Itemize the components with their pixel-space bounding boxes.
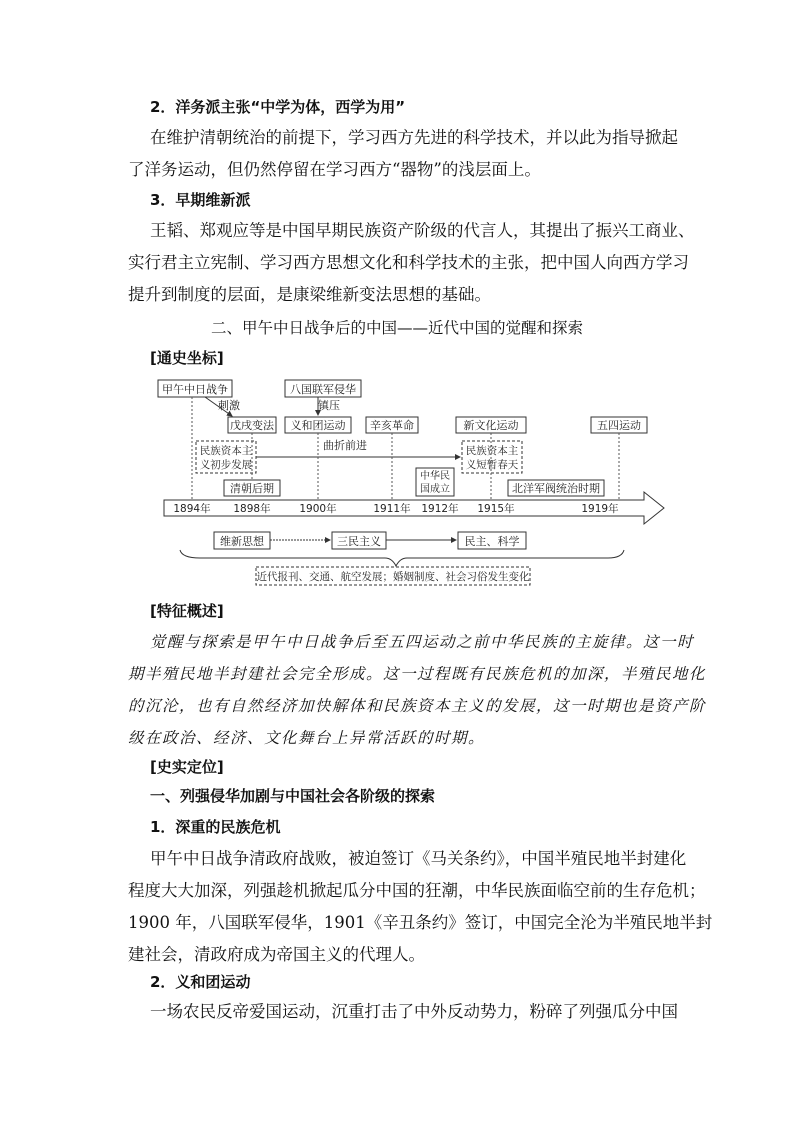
year-1912: 1912年 bbox=[421, 503, 459, 515]
label-stimulate: 刺激 bbox=[218, 399, 240, 412]
text-line: 提升到制度的层面，是康梁维新变法思想的基础。 bbox=[128, 285, 491, 304]
event-may-fourth bbox=[591, 417, 647, 433]
svg-text:辛亥革命: 辛亥革命 bbox=[370, 419, 414, 432]
heading-boxer: 2．义和团运动 bbox=[150, 973, 251, 991]
timeline-diagram bbox=[0, 374, 794, 604]
paragraph-features bbox=[128, 626, 707, 754]
tag-position: [史实定位] bbox=[150, 758, 224, 776]
paragraph-crisis bbox=[128, 843, 713, 971]
svg-text:八国联军侵华: 八国联军侵华 bbox=[290, 383, 356, 396]
year-1894: 1894年 bbox=[173, 503, 211, 515]
text-line: 在维护清朝统治的前提下，学习西方先进的科学技术，并以此为指导掀起 bbox=[150, 128, 678, 147]
text-line: 甲午中日战争清政府战败，被迫签订《马关条约》，中国半殖民地半封建化 bbox=[150, 849, 687, 868]
event-boxer bbox=[285, 417, 351, 433]
svg-text:戊戌变法: 戊戌变法 bbox=[230, 419, 274, 432]
event-new-culture bbox=[456, 417, 526, 433]
paragraph-foreign-affairs bbox=[128, 122, 678, 186]
period-late-qing bbox=[224, 480, 280, 496]
thought-three-principles bbox=[332, 532, 386, 549]
tag-coordinates: [通史坐标] bbox=[150, 349, 224, 367]
year-1911: 1911年 bbox=[373, 503, 411, 515]
year-1915: 1915年 bbox=[477, 503, 515, 515]
text-line: 期半殖民地半封建社会完全形成。这一过程既有民族危机的加深，半殖民地化 bbox=[128, 665, 707, 683]
label-tortuous: 曲折前进 bbox=[323, 439, 367, 452]
label-suppress: 镇压 bbox=[318, 399, 340, 412]
svg-text:义和团运动: 义和团运动 bbox=[290, 419, 346, 432]
svg-text:近代报刊、交通、航空发展；婚姻制度、社会习俗发生变化: 近代报刊、交通、航空发展；婚姻制度、社会习俗发生变化 bbox=[256, 571, 530, 583]
text-line: 觉醒与探索是甲午中日战争后至五四运动之前中华民族的主旋律。这一时 bbox=[150, 633, 695, 651]
year-1898: 1898年 bbox=[233, 503, 271, 515]
text-line: 建社会，清政府成为帝国主义的代理人。 bbox=[128, 945, 425, 964]
svg-text:民族资本主: 民族资本主 bbox=[465, 445, 519, 457]
text-line: 实行君主立宪制、学习西方思想文化和科学技术的主张，把中国人向西方学习 bbox=[128, 253, 689, 272]
svg-text:义初步发展: 义初步发展 bbox=[199, 459, 253, 471]
year-1919: 1919年 bbox=[581, 503, 619, 515]
svg-text:甲午中日战争: 甲午中日战争 bbox=[162, 383, 228, 396]
svg-text:三民主义: 三民主义 bbox=[337, 535, 381, 548]
heading-early-reform: 3．早期维新派 bbox=[150, 191, 251, 209]
text-line: 的沉沦，也有自然经济加快解体和民族资本主义的发展，这一时期也是资产阶 bbox=[128, 697, 707, 715]
event-reform-1898 bbox=[228, 417, 276, 433]
paragraph-early-reform bbox=[128, 215, 695, 311]
box-capital-early bbox=[196, 441, 256, 473]
svg-text:义短暂春天: 义短暂春天 bbox=[465, 459, 519, 471]
text-line: 1900 年，八国联军侵华，1901《辛丑条约》签订，中国完全沦为半殖民地半封 bbox=[128, 913, 713, 932]
part-title: 二、甲午中日战争后的中国——近代中国的觉醒和探索 bbox=[210, 319, 583, 337]
thought-democracy-science bbox=[458, 532, 526, 549]
svg-text:国成立: 国成立 bbox=[420, 484, 450, 495]
text-line: 了洋务运动，但仍然停留在学习西方“器物”的浅层面上。 bbox=[128, 160, 541, 179]
text-line: 级在政治、经济、文化舞台上异常活跃的时期。 bbox=[128, 729, 486, 747]
svg-text:清朝后期: 清朝后期 bbox=[230, 482, 274, 495]
event-eight-nation bbox=[285, 380, 361, 397]
thought-reform bbox=[214, 532, 270, 549]
heading-crisis: 1．深重的民族危机 bbox=[150, 818, 281, 836]
svg-text:中华民: 中华民 bbox=[420, 471, 450, 482]
svg-text:五四运动: 五四运动 bbox=[597, 419, 641, 432]
period-warlord bbox=[508, 480, 604, 496]
paragraph-boxer bbox=[150, 996, 678, 1028]
svg-text:民族资本主: 民族资本主 bbox=[199, 445, 253, 457]
svg-text:新文化运动: 新文化运动 bbox=[463, 419, 519, 432]
event-jiawu bbox=[158, 380, 232, 397]
text-line: 程度大大加深，列强趁机掀起瓜分中国的狂潮，中华民族面临空前的生存危机； bbox=[128, 881, 706, 900]
svg-text:民主、科学: 民主、科学 bbox=[464, 535, 520, 548]
society-changes bbox=[256, 567, 530, 585]
heading-foreign-affairs: 2．洋务派主张“中学为体，西学为用” bbox=[150, 98, 406, 116]
box-capital-golden bbox=[462, 441, 522, 473]
tag-features: [特征概述] bbox=[150, 602, 224, 620]
text-line: 一场农民反帝爱国运动，沉重打击了中外反动势力，粉碎了列强瓜分中国 bbox=[150, 1002, 678, 1021]
text-line: 王韬、郑观应等是中国早期民族资产阶级的代言人，其提出了振兴工商业、 bbox=[150, 221, 695, 240]
heading-section-one: 一、列强侵华加剧与中国社会各阶级的探索 bbox=[150, 787, 436, 805]
year-1900: 1900年 bbox=[299, 503, 337, 515]
svg-text:维新思想: 维新思想 bbox=[220, 535, 264, 548]
svg-text:北洋军阀统治时期: 北洋军阀统治时期 bbox=[512, 482, 600, 495]
event-xinhai bbox=[366, 417, 418, 433]
box-roc bbox=[416, 468, 454, 496]
